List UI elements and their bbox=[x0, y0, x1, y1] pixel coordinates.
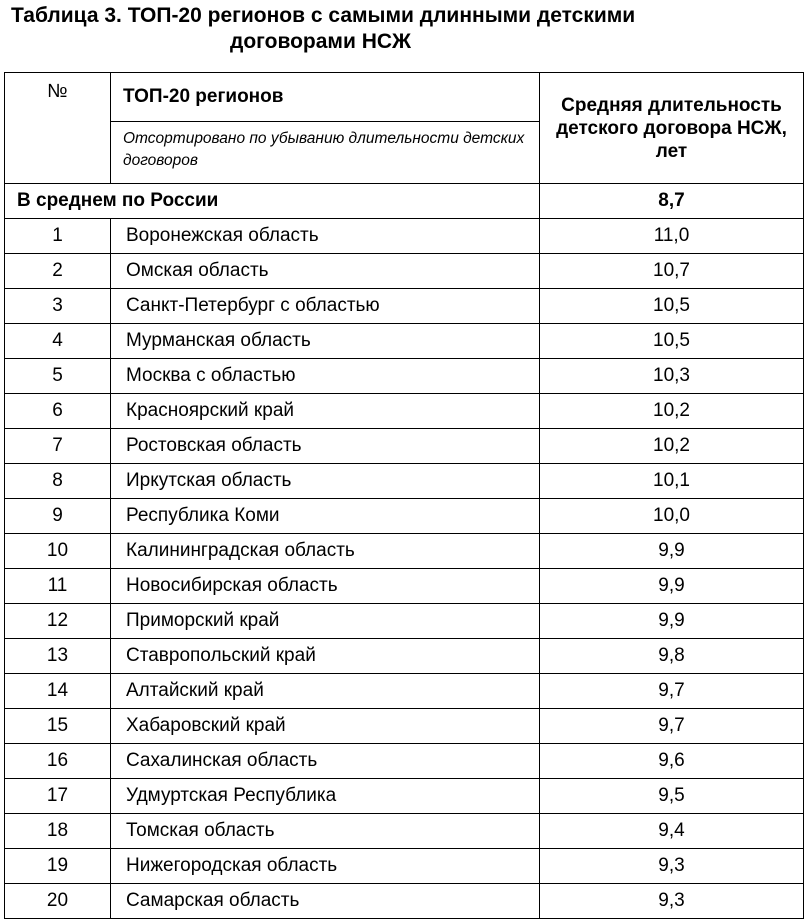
table-row bbox=[5, 324, 804, 359]
table-row bbox=[5, 254, 804, 289]
table-row bbox=[5, 639, 804, 674]
row-number: 18 bbox=[5, 814, 111, 849]
row-value: 10,0 bbox=[540, 499, 804, 534]
row-value: 9,9 bbox=[540, 604, 804, 639]
row-value: 10,5 bbox=[540, 324, 804, 359]
row-number: 19 bbox=[5, 849, 111, 884]
row-number: 5 bbox=[5, 359, 111, 394]
row-region: Алтайский край bbox=[111, 674, 540, 709]
table-row bbox=[5, 744, 804, 779]
row-region: Приморский край bbox=[111, 604, 540, 639]
table-row bbox=[5, 779, 804, 814]
row-value: 10,2 bbox=[540, 429, 804, 464]
table-row bbox=[5, 359, 804, 394]
row-number: 14 bbox=[5, 674, 111, 709]
row-number: 15 bbox=[5, 709, 111, 744]
row-value: 9,9 bbox=[540, 534, 804, 569]
row-value: 10,2 bbox=[540, 394, 804, 429]
header-region-note: Отсортировано по убыванию длительности детских договоров bbox=[123, 130, 525, 169]
row-region: Самарская область bbox=[111, 884, 540, 919]
row-region: Сахалинская область bbox=[111, 744, 540, 779]
row-value: 9,9 bbox=[540, 569, 804, 604]
row-value: 10,7 bbox=[540, 254, 804, 289]
row-region: Санкт-Петербург с областью bbox=[111, 289, 540, 324]
average-label: В среднем по России bbox=[5, 184, 540, 219]
table-row bbox=[5, 674, 804, 709]
row-region: Новосибирская область bbox=[111, 569, 540, 604]
row-region: Москва с областью bbox=[111, 359, 540, 394]
table-row bbox=[5, 814, 804, 849]
row-region: Калининградская область bbox=[111, 534, 540, 569]
row-number: 17 bbox=[5, 779, 111, 814]
average-value: 8,7 bbox=[540, 184, 804, 219]
row-value: 10,1 bbox=[540, 464, 804, 499]
table-row bbox=[5, 464, 804, 499]
row-region: Красноярский край bbox=[111, 394, 540, 429]
row-number: 2 bbox=[5, 254, 111, 289]
row-number: 6 bbox=[5, 394, 111, 429]
header-value: Средняя длительность детского договора НСЖ, лет bbox=[540, 73, 804, 184]
row-value: 10,3 bbox=[540, 359, 804, 394]
table-row bbox=[5, 604, 804, 639]
row-region: Хабаровский край bbox=[111, 709, 540, 744]
row-number: 9 bbox=[5, 499, 111, 534]
row-number: 12 bbox=[5, 604, 111, 639]
row-value: 11,0 bbox=[540, 219, 804, 254]
row-region: Мурманская область bbox=[111, 324, 540, 359]
row-value: 9,6 bbox=[540, 744, 804, 779]
row-number: 13 bbox=[5, 639, 111, 674]
row-region: Воронежская область bbox=[111, 219, 540, 254]
regions-table bbox=[4, 72, 804, 919]
table-title bbox=[11, 3, 791, 55]
row-value: 9,3 bbox=[540, 849, 804, 884]
row-number: 10 bbox=[5, 534, 111, 569]
table-row bbox=[5, 394, 804, 429]
table-row bbox=[5, 219, 804, 254]
row-region: Ростовская область bbox=[111, 429, 540, 464]
row-value: 9,5 bbox=[540, 779, 804, 814]
row-value: 9,8 bbox=[540, 639, 804, 674]
row-region: Омская область bbox=[111, 254, 540, 289]
row-value: 9,7 bbox=[540, 709, 804, 744]
table-row bbox=[5, 499, 804, 534]
row-number: 20 bbox=[5, 884, 111, 919]
table-title-line1: Таблица 3. ТОП-20 регионов с самыми длинными детскими bbox=[11, 4, 636, 27]
row-value: 9,7 bbox=[540, 674, 804, 709]
table-row bbox=[5, 849, 804, 884]
row-region: Удмуртская Республика bbox=[111, 779, 540, 814]
table-row bbox=[5, 429, 804, 464]
table-row bbox=[5, 289, 804, 324]
table-row bbox=[5, 709, 804, 744]
row-value: 10,5 bbox=[540, 289, 804, 324]
row-number: 4 bbox=[5, 324, 111, 359]
row-number: 11 bbox=[5, 569, 111, 604]
row-value: 9,4 bbox=[540, 814, 804, 849]
row-region: Нижегородская область bbox=[111, 849, 540, 884]
row-number: 16 bbox=[5, 744, 111, 779]
row-region: Томская область bbox=[111, 814, 540, 849]
row-number: 1 bbox=[5, 219, 111, 254]
header-region bbox=[111, 73, 540, 184]
table-row bbox=[5, 534, 804, 569]
row-number: 3 bbox=[5, 289, 111, 324]
row-region: Республика Коми bbox=[111, 499, 540, 534]
header-number: № bbox=[5, 73, 111, 184]
table-row bbox=[5, 884, 804, 919]
row-number: 7 bbox=[5, 429, 111, 464]
row-region: Ставропольский край bbox=[111, 639, 540, 674]
average-row bbox=[5, 184, 804, 219]
row-region: Иркутская область bbox=[111, 464, 540, 499]
table-title-line2: договорами НСЖ bbox=[230, 30, 412, 53]
header-region-title: ТОП-20 регионов bbox=[111, 73, 539, 122]
row-value: 9,3 bbox=[540, 884, 804, 919]
row-number: 8 bbox=[5, 464, 111, 499]
header-row bbox=[5, 73, 804, 184]
table-row bbox=[5, 569, 804, 604]
